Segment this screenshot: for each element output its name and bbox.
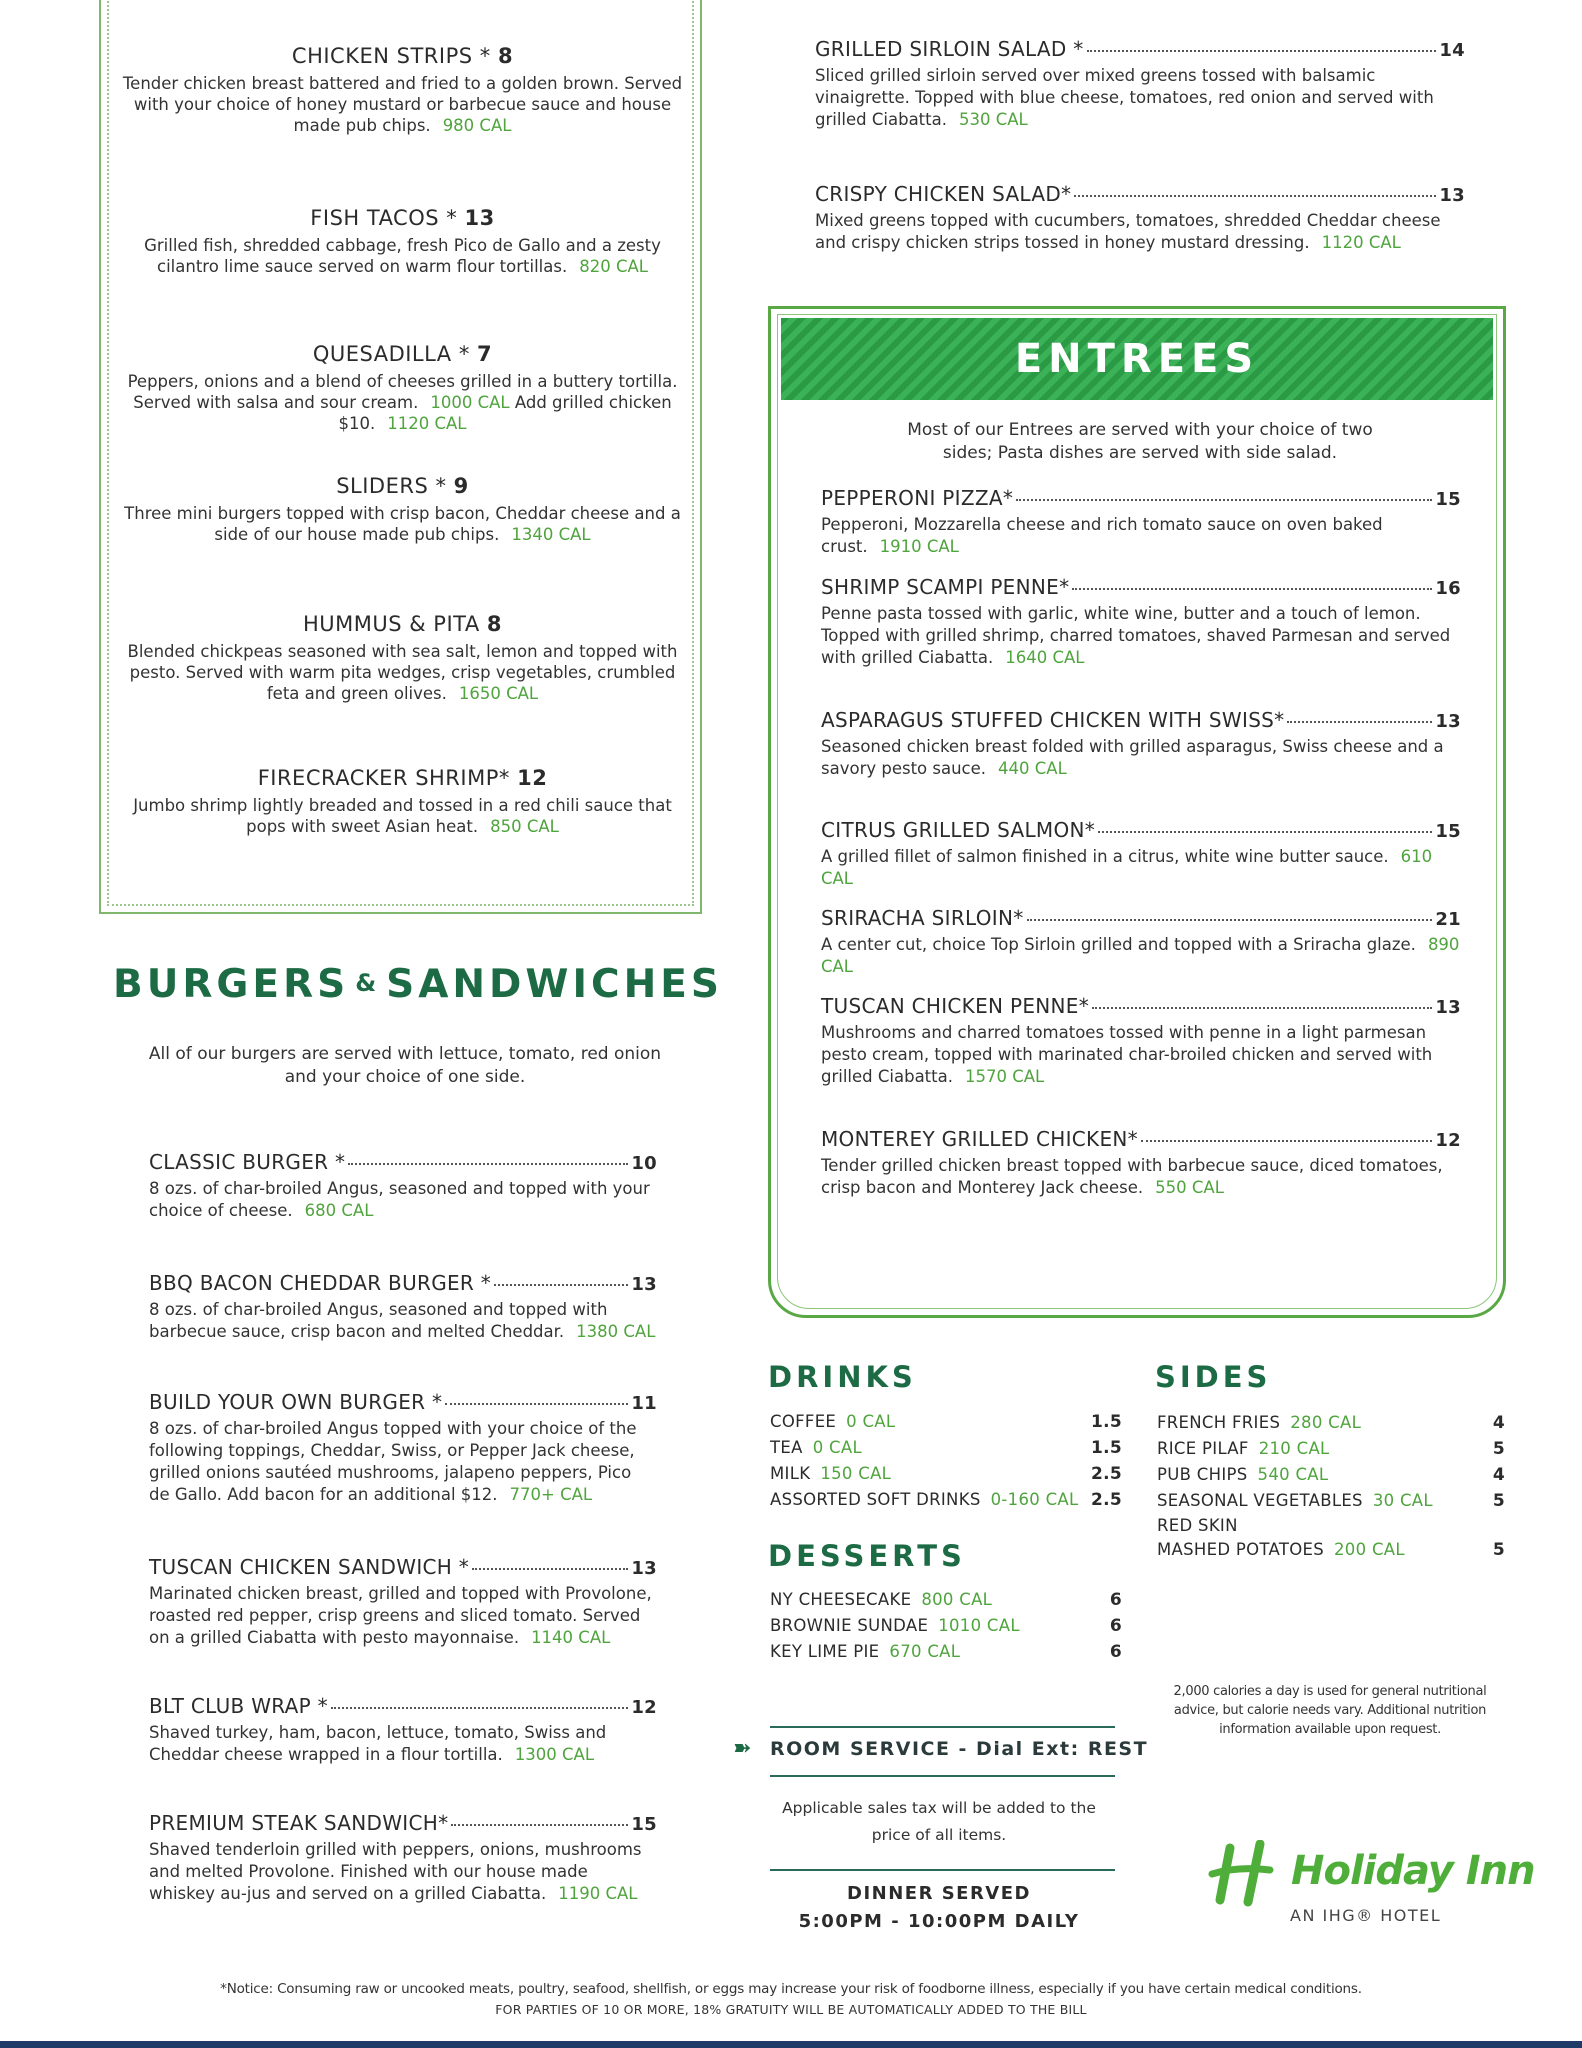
- item-name: SRIRACHA SIRLOIN*: [821, 906, 1024, 930]
- dessert-row: [770, 1616, 1122, 1636]
- leader-dots: [348, 1163, 628, 1165]
- heading-right: SANDWICHES: [386, 962, 723, 1007]
- dessert-row: [770, 1590, 1122, 1610]
- item-cal: 1650 CAL: [458, 684, 539, 703]
- item-cal: 530 CAL: [958, 110, 1028, 129]
- item-name: SLIDERS *: [336, 474, 447, 498]
- item-name: ASPARAGUS STUFFED CHICKEN WITH SWISS*: [821, 708, 1285, 732]
- appetizer-sliders: [120, 474, 685, 545]
- item-desc: Sliced grilled sirloin served over mixed greens tossed with balsamic vinaigrette. Topped with blue cheese, tomatoes, red onion and served with grilled Ciabatta.: [815, 66, 1434, 129]
- item-cal: 890 CAL: [821, 935, 1460, 976]
- item-name: CHICKEN STRIPS *: [291, 44, 491, 68]
- side-cal: 540 CAL: [1257, 1465, 1329, 1484]
- side-row: [1157, 1491, 1505, 1511]
- arrow-icon: ➽: [733, 1736, 752, 1761]
- item-name: CRISPY CHICKEN SALAD*: [815, 182, 1072, 206]
- side-name: MASHED POTATOES: [1157, 1540, 1324, 1559]
- item-name: BLT CLUB WRAP *: [149, 1694, 328, 1718]
- item-cal: 440 CAL: [998, 759, 1067, 778]
- drink-name: COFFEE: [770, 1412, 837, 1431]
- dessert-cal: 800 CAL: [921, 1590, 993, 1609]
- side-cal: 30 CAL: [1372, 1491, 1433, 1510]
- item-cal: 850 CAL: [490, 817, 559, 836]
- item-desc: 8 ozs. of char-broiled Angus, seasoned and topped with barbecue sauce, crisp bacon and melted Cheddar.: [149, 1300, 608, 1341]
- item-cal: 1190 CAL: [558, 1884, 638, 1903]
- item-price: 15: [631, 1814, 657, 1835]
- drink-price: 1.5: [1090, 1412, 1122, 1432]
- divider: [770, 1775, 1115, 1777]
- nutrition-note: 2,000 calories a day is used for general nutritional advice, but calorie needs vary. Additional nutrition information available upon request.: [1173, 1684, 1487, 1737]
- dessert-price: 6: [1109, 1590, 1122, 1610]
- side-price: 5: [1492, 1491, 1505, 1511]
- item-extra: Add grilled chicken $10.: [338, 393, 672, 433]
- drinks-heading: DRINKS: [768, 1360, 917, 1394]
- burger-bbq-bacon-cheddar: [149, 1271, 657, 1343]
- salad-grilled-sirloin: [815, 37, 1465, 131]
- entree-citrus-grilled-salmon: [821, 818, 1461, 890]
- item-desc: Penne pasta tossed with garlic, white wine, butter and a touch of lemon. Topped with grilled shrimp, charred tomatoes, shaved Parmesan and served with grilled Ciabatta.: [821, 604, 1451, 667]
- leader-dots: [1098, 831, 1432, 833]
- drink-cal: 150 CAL: [820, 1464, 892, 1483]
- item-price: 12: [631, 1697, 657, 1718]
- item-cal: 550 CAL: [1155, 1178, 1224, 1197]
- dessert-name: KEY LIME PIE: [770, 1642, 880, 1661]
- item-cal: 1910 CAL: [879, 537, 959, 556]
- drink-name: MILK: [770, 1464, 811, 1483]
- item-price: 13: [1435, 711, 1461, 732]
- drink-cal: 0 CAL: [846, 1412, 896, 1431]
- burger-classic: [149, 1150, 657, 1222]
- item-desc: Peppers, onions and a blend of cheeses grilled in a buttery tortilla. Served with salsa and sour cream.: [127, 372, 678, 412]
- item-desc: Tender chicken breast battered and fried to a golden brown. Served with your choice of honey mustard or barbecue sauce and house made pub chips.: [122, 74, 683, 135]
- entree-intro: Most of our Entrees are served with your choice of two sides; Pasta dishes are served with side salad.: [907, 420, 1373, 463]
- item-name: GRILLED SIRLOIN SALAD *: [815, 37, 1084, 61]
- dessert-price: 6: [1109, 1616, 1122, 1636]
- item-cal: 1340 CAL: [511, 525, 591, 544]
- side-price: 5: [1492, 1540, 1505, 1560]
- appetizer-quesadilla: [120, 342, 685, 434]
- leader-dots: [1141, 1140, 1432, 1142]
- side-price: 4: [1492, 1465, 1505, 1485]
- entree-shrimp-scampi-penne: [821, 575, 1461, 669]
- item-desc: A grilled fillet of salmon finished in a citrus, white wine butter sauce.: [821, 847, 1389, 866]
- sandwich-premium-steak: [149, 1811, 657, 1905]
- item-name: CITRUS GRILLED SALMON*: [821, 818, 1096, 842]
- salad-crispy-chicken: [815, 182, 1465, 254]
- drink-name: TEA: [770, 1438, 803, 1457]
- item-name: CLASSIC BURGER *: [149, 1150, 346, 1174]
- item-price: 9: [453, 474, 469, 498]
- leader-dots: [1092, 1007, 1432, 1009]
- leader-dots: [1074, 195, 1436, 197]
- leader-dots: [331, 1707, 628, 1709]
- side-cal: 200 CAL: [1334, 1540, 1405, 1559]
- drink-row: [770, 1438, 1122, 1458]
- item-price: 13: [1439, 185, 1465, 206]
- side-name: PUB CHIPS: [1157, 1465, 1248, 1484]
- leader-dots: [1016, 499, 1432, 501]
- item-desc: Marinated chicken breast, grilled and topped with Provolone, roasted red pepper, crisp greens and sliced tomato. Served on a grilled Ciabatta with pesto mayonnaise.: [149, 1584, 652, 1647]
- item-desc: Mixed greens topped with cucumbers, tomatoes, shredded Cheddar cheese and crispy chicken strips tossed in honey mustard dressing.: [815, 211, 1441, 252]
- drink-row: [770, 1490, 1122, 1510]
- item-name: FIRECRACKER SHRIMP*: [257, 766, 510, 790]
- food-safety-notice: *Notice: Consuming raw or uncooked meats, poultry, seafood, shellfish, or eggs may increase your risk of foodborne illness, especially if you have certain medical conditions.: [220, 1981, 1362, 1997]
- appetizer-hummus-pita: [120, 612, 685, 704]
- drink-price: 2.5: [1090, 1490, 1122, 1510]
- side-name-line1: RED SKIN: [1157, 1516, 1238, 1535]
- item-price: 13: [631, 1558, 657, 1579]
- leader-dots: [1027, 919, 1433, 921]
- divider: [770, 1726, 1115, 1728]
- item-name: PREMIUM STEAK SANDWICH*: [149, 1811, 449, 1835]
- drink-price: 1.5: [1090, 1438, 1122, 1458]
- item-name: BUILD YOUR OWN BURGER *: [149, 1390, 443, 1414]
- item-cal: 1570 CAL: [964, 1067, 1045, 1086]
- item-name: MONTEREY GRILLED CHICKEN*: [821, 1127, 1138, 1151]
- side-row: [1157, 1439, 1505, 1459]
- side-row-line1: [1157, 1516, 1505, 1535]
- side-name: FRENCH FRIES: [1157, 1413, 1281, 1432]
- side-price: 4: [1492, 1413, 1505, 1433]
- entree-sriracha-sirloin: [821, 906, 1461, 978]
- item-desc: 8 ozs. of char-broiled Angus topped with your choice of the following toppings, Cheddar, Swiss, or Pepper Jack cheese, grilled onions sautéed mushrooms, jalapeno peppers, Pico de Gallo. Add bacon for an additional $12.: [149, 1419, 637, 1504]
- item-price: 11: [631, 1393, 657, 1414]
- burger-build-your-own: [149, 1390, 657, 1506]
- dessert-row: [770, 1642, 1122, 1662]
- item-cal: 1120 CAL: [1321, 233, 1401, 252]
- item-name: SHRIMP SCAMPI PENNE*: [821, 575, 1070, 599]
- item-desc: Seasoned chicken breast folded with grilled asparagus, Swiss cheese and a savory pesto sauce.: [821, 737, 1444, 778]
- leader-dots: [494, 1284, 628, 1286]
- side-cal: 210 CAL: [1258, 1439, 1330, 1458]
- item-price: 15: [1435, 489, 1461, 510]
- drink-row: [770, 1464, 1122, 1484]
- item-cal: 680 CAL: [304, 1201, 374, 1220]
- leader-dots: [445, 1403, 628, 1405]
- side-price: 5: [1492, 1439, 1505, 1459]
- tax-note: Applicable sales tax will be added to the price of all items.: [782, 1799, 1096, 1844]
- item-name: TUSCAN CHICKEN PENNE*: [821, 994, 1090, 1018]
- entree-monterey-grilled-chicken: [821, 1127, 1461, 1199]
- dinner-hours: 5:00PM - 10:00PM DAILY: [798, 1911, 1080, 1932]
- desserts-heading: DESSERTS: [768, 1539, 966, 1573]
- side-cal: 280 CAL: [1290, 1413, 1362, 1432]
- item-cal: 1000 CAL: [430, 393, 510, 412]
- item-cal: 1380 CAL: [576, 1322, 656, 1341]
- drink-price: 2.5: [1090, 1464, 1122, 1484]
- item-price: 13: [1435, 997, 1461, 1018]
- item-price: 14: [1439, 40, 1465, 61]
- divider: [770, 1869, 1115, 1871]
- drink-name: ASSORTED SOFT DRINKS: [770, 1490, 981, 1509]
- item-cal: 770+ CAL: [509, 1485, 593, 1504]
- dessert-price: 6: [1109, 1642, 1122, 1662]
- item-desc: 8 ozs. of char-broiled Angus, seasoned and topped with your choice of cheese.: [149, 1179, 650, 1220]
- entree-pepperoni-pizza: [821, 486, 1461, 558]
- item-price: 8: [497, 44, 514, 68]
- item-price: 13: [631, 1274, 657, 1295]
- item-desc: Pepperoni, Mozzarella cheese and rich tomato sauce on oven baked crust.: [821, 515, 1383, 556]
- leader-dots: [1287, 721, 1432, 723]
- item-price: 12: [517, 766, 548, 790]
- leader-dots: [451, 1824, 628, 1826]
- leader-dots: [1087, 50, 1437, 52]
- sandwich-tuscan-chicken: [149, 1555, 657, 1649]
- item-extra-cal: 1120 CAL: [387, 414, 467, 433]
- item-desc: Shaved turkey, ham, bacon, lettuce, tomato, Swiss and Cheddar cheese wrapped in a flour tortilla.: [149, 1723, 607, 1764]
- item-name: FISH TACOS *: [310, 206, 458, 230]
- item-desc: Three mini burgers topped with crisp bacon, Cheddar cheese and a side of our house made pub chips.: [124, 504, 681, 544]
- item-cal: 820 CAL: [579, 257, 648, 276]
- item-name: BBQ BACON CHEDDAR BURGER *: [149, 1271, 492, 1295]
- item-desc: Mushrooms and charred tomatoes tossed with penne in a light parmesan pesto cream, topped with marinated char-broiled chicken and served with grilled Ciabatta.: [821, 1023, 1433, 1086]
- dessert-cal: 1010 CAL: [938, 1616, 1020, 1635]
- sides-heading: SIDES: [1155, 1360, 1272, 1394]
- item-desc: Grilled fish, shredded cabbage, fresh Pico de Gallo and a zesty cilantro lime sauce served on warm flour tortillas.: [144, 236, 661, 276]
- item-cal: 980 CAL: [442, 116, 512, 135]
- entree-asparagus-stuffed-chicken: [821, 708, 1461, 780]
- item-price: 16: [1435, 578, 1461, 599]
- entree-title: ENTREES: [1014, 336, 1260, 382]
- side-name: RICE PILAF: [1157, 1439, 1249, 1458]
- leader-dots: [472, 1568, 628, 1570]
- gratuity-notice: FOR PARTIES OF 10 OR MORE, 18% GRATUITY WILL BE AUTOMATICALLY ADDED TO THE BILL: [495, 2002, 1087, 2017]
- dessert-name: NY CHEESECAKE: [770, 1590, 912, 1609]
- side-row: [1157, 1465, 1505, 1485]
- logo-wordmark: Holiday Inn: [1291, 1848, 1535, 1894]
- item-price: 8: [486, 612, 503, 636]
- wrap-blt-club: [149, 1694, 657, 1766]
- appetizer-fish-tacos: [120, 206, 685, 277]
- item-price: 15: [1435, 821, 1461, 842]
- item-cal: 1140 CAL: [531, 1628, 611, 1647]
- item-name: QUESADILLA *: [312, 342, 470, 366]
- item-desc: Blended chickpeas seasoned with sea salt, lemon and topped with pesto. Served with warm pita wedges, crisp vegetables, crumbled feta and green olives.: [127, 642, 678, 703]
- drink-cal: 0 CAL: [812, 1438, 862, 1457]
- item-desc: Tender grilled chicken breast topped with barbecue sauce, diced tomatoes, crisp bacon and Monterey Jack cheese.: [821, 1156, 1443, 1197]
- item-price: 10: [631, 1153, 657, 1174]
- drink-row: [770, 1412, 1122, 1432]
- drink-cal: 0-160 CAL: [990, 1490, 1079, 1509]
- heading-left: BURGERS: [113, 962, 350, 1007]
- item-price: 12: [1435, 1130, 1461, 1151]
- appetizer-firecracker-shrimp: [120, 766, 685, 837]
- room-service-label: ROOM SERVICE - Dial Ext: REST: [770, 1738, 1149, 1760]
- item-name: PEPPERONI PIZZA*: [821, 486, 1014, 510]
- item-desc: A center cut, choice Top Sirloin grilled and topped with a Sriracha glaze.: [821, 935, 1416, 954]
- item-cal: 1640 CAL: [1005, 648, 1085, 667]
- item-desc: Jumbo shrimp lightly breaded and tossed in a red chili sauce that pops with sweet Asian heat.: [133, 796, 672, 836]
- dessert-cal: 670 CAL: [889, 1642, 961, 1661]
- entree-tuscan-chicken-penne: [821, 994, 1461, 1088]
- burgers-sandwiches-heading: [113, 962, 723, 1007]
- dessert-name: BROWNIE SUNDAE: [770, 1616, 929, 1635]
- item-cal: 1300 CAL: [514, 1745, 595, 1764]
- item-name: HUMMUS & PITA: [302, 612, 480, 636]
- heading-amp: &: [355, 969, 377, 997]
- appetizer-chicken-strips: [120, 44, 685, 136]
- item-name: TUSCAN CHICKEN SANDWICH *: [149, 1555, 470, 1579]
- dinner-served-label: DINNER SERVED: [847, 1883, 1031, 1904]
- side-name: SEASONAL VEGETABLES: [1157, 1491, 1363, 1510]
- bottom-edge-bar: [0, 2041, 1582, 2048]
- item-price: 7: [477, 342, 493, 366]
- item-cal: 610 CAL: [821, 847, 1433, 888]
- item-desc: Shaved tenderloin grilled with peppers, onions, mushrooms and melted Provolone. Finished with our house made whiskey au-jus and served on a grilled Ciabatta.: [149, 1840, 642, 1903]
- burgers-intro: All of our burgers are served with lettuce, tomato, red onion and your choice of one side.: [148, 1044, 662, 1087]
- side-row: [1157, 1540, 1505, 1560]
- logo-subtitle: AN IHG® HOTEL: [1290, 1906, 1442, 1925]
- item-price: 21: [1435, 909, 1461, 930]
- side-row: [1157, 1413, 1505, 1433]
- holiday-inn-h-icon: [1208, 1840, 1288, 1914]
- leader-dots: [1072, 588, 1432, 590]
- item-price: 13: [464, 206, 495, 230]
